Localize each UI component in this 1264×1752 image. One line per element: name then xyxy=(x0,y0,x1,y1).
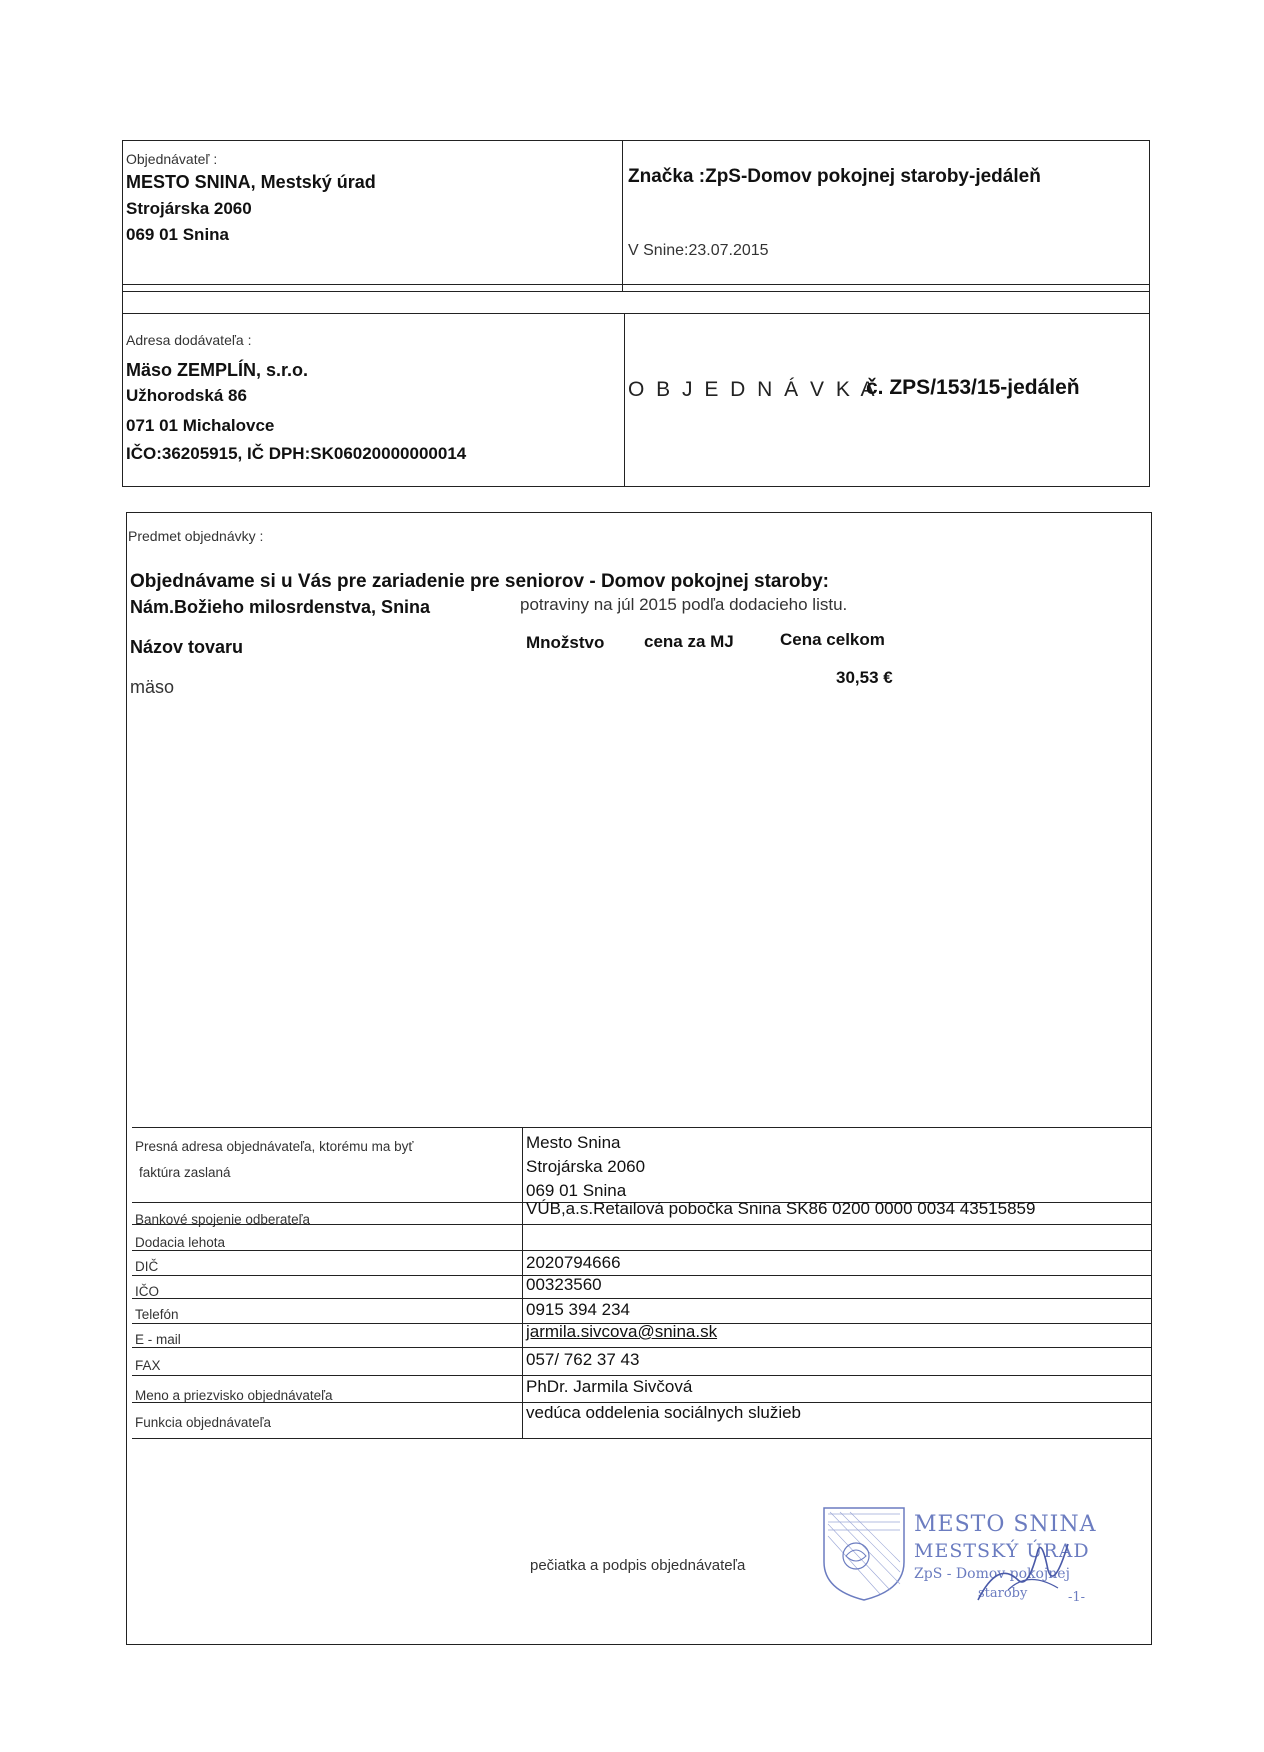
order-date: V Snine:23.07.2015 xyxy=(628,242,769,259)
header-divider xyxy=(622,140,623,292)
stamp-line4: staroby xyxy=(978,1586,1028,1601)
bank-value: VÚB,a.s.Retailová pobočka Snina SK86 0200 0000 0034 43515859 xyxy=(526,1199,1036,1218)
mark-text: Značka :ZpS-Domov pokojnej staroby-jedáleň xyxy=(628,166,1041,187)
name-label: Meno a priezvisko objednávateľa xyxy=(135,1388,333,1403)
phone-value: 0915 394 234 xyxy=(526,1300,630,1319)
header-total: Cena celkom xyxy=(780,630,885,649)
stamp-line5: -1- xyxy=(1068,1590,1086,1605)
fax-value: 057/ 762 37 43 xyxy=(526,1350,640,1369)
header-unit-price: cena za MJ xyxy=(644,632,734,651)
orderer-street: Strojárska 2060 xyxy=(126,199,252,218)
dic-label: DIČ xyxy=(135,1259,159,1274)
row-line-name xyxy=(132,1375,1152,1376)
subject-line1: Objednávame si u Vás pre zariadenie pre seniorov - Domov pokojnej staroby: xyxy=(130,571,829,592)
orderer-name: MESTO SNINA, Mestský úrad xyxy=(126,172,376,192)
separator-row xyxy=(122,284,1150,314)
details-divider xyxy=(522,1127,523,1439)
header-item: Názov tovaru xyxy=(130,637,244,657)
email-value: jarmila.sivcova@snina.sk xyxy=(526,1322,718,1341)
delivery-label: Dodacia lehota xyxy=(135,1235,226,1250)
function-label: Funkcia objednávateľa xyxy=(135,1415,272,1430)
stamp-line2: MESTSKÝ ÚRAD xyxy=(914,1540,1090,1562)
billing-value-1: Mesto Snina xyxy=(526,1133,621,1152)
city-crest-icon xyxy=(820,1504,908,1602)
subject-line2-regular: potraviny na júl 2015 podľa dodacieho listu. xyxy=(520,595,848,614)
email-label: E - mail xyxy=(135,1332,181,1347)
stamp-line1: MESTO SNINA xyxy=(914,1512,1097,1537)
supplier-ids: IČO:36205915, IČ DPH:SK06020000000014 xyxy=(126,444,467,463)
phone-label: Telefón xyxy=(135,1307,179,1322)
header-quantity: Množstvo xyxy=(526,633,605,652)
dic-value: 2020794666 xyxy=(526,1253,621,1272)
order-number: č. ZPS/153/15-jedáleň xyxy=(866,376,1080,399)
billing-value-2: Strojárska 2060 xyxy=(526,1157,646,1176)
supplier-street: Užhorodská 86 xyxy=(126,386,247,405)
row-line-delivery xyxy=(132,1224,1152,1225)
stamp-line3: ZpS - Domov pokojnej xyxy=(914,1566,1070,1582)
signature-label: pečiatka a podpis objednávateľa xyxy=(530,1557,746,1574)
official-stamp xyxy=(818,1500,1098,1615)
supplier-city: 071 01 Michalovce xyxy=(126,416,275,435)
orderer-label: Objednávateľ : xyxy=(126,151,218,167)
supplier-name: Mäso ZEMPLÍN, s.r.o. xyxy=(126,360,309,380)
order-title: O B J E D N Á V K A xyxy=(628,378,878,401)
ico-label: IČO xyxy=(135,1284,160,1299)
subject-line2-bold: Nám.Božieho milosrdenstva, Snina xyxy=(130,597,431,617)
supplier-divider xyxy=(624,313,625,487)
item-name: mäso xyxy=(130,677,175,697)
row-line-fax xyxy=(132,1347,1152,1348)
subject-label: Predmet objednávky : xyxy=(128,528,264,544)
row-line-dic xyxy=(132,1250,1152,1251)
ico-value: 00323560 xyxy=(526,1275,602,1294)
orderer-city: 069 01 Snina xyxy=(126,225,230,244)
details-bottom-line xyxy=(132,1438,1152,1439)
subject-box xyxy=(126,512,1152,1645)
billing-label-1: Presná adresa objednávateľa, ktorému ma byť xyxy=(135,1139,414,1154)
orderer-box xyxy=(122,140,1150,292)
bank-label: Bankové spojenie odberateľa xyxy=(135,1212,311,1227)
name-value: PhDr. Jarmila Sivčová xyxy=(526,1377,693,1396)
billing-value-3: 069 01 Snina xyxy=(526,1181,627,1200)
row-line-phone xyxy=(132,1298,1152,1299)
row-line-ico xyxy=(132,1275,1152,1276)
billing-label-2: faktúra zaslaná xyxy=(139,1165,231,1180)
fax-label: FAX xyxy=(135,1358,161,1373)
function-value: vedúca oddelenia sociálnych služieb xyxy=(526,1403,802,1422)
details-top-line xyxy=(132,1127,1152,1128)
handwritten-signature xyxy=(968,1530,1088,1610)
supplier-label: Adresa dodávateľa : xyxy=(126,332,252,348)
item-total: 30,53 € xyxy=(836,668,893,687)
